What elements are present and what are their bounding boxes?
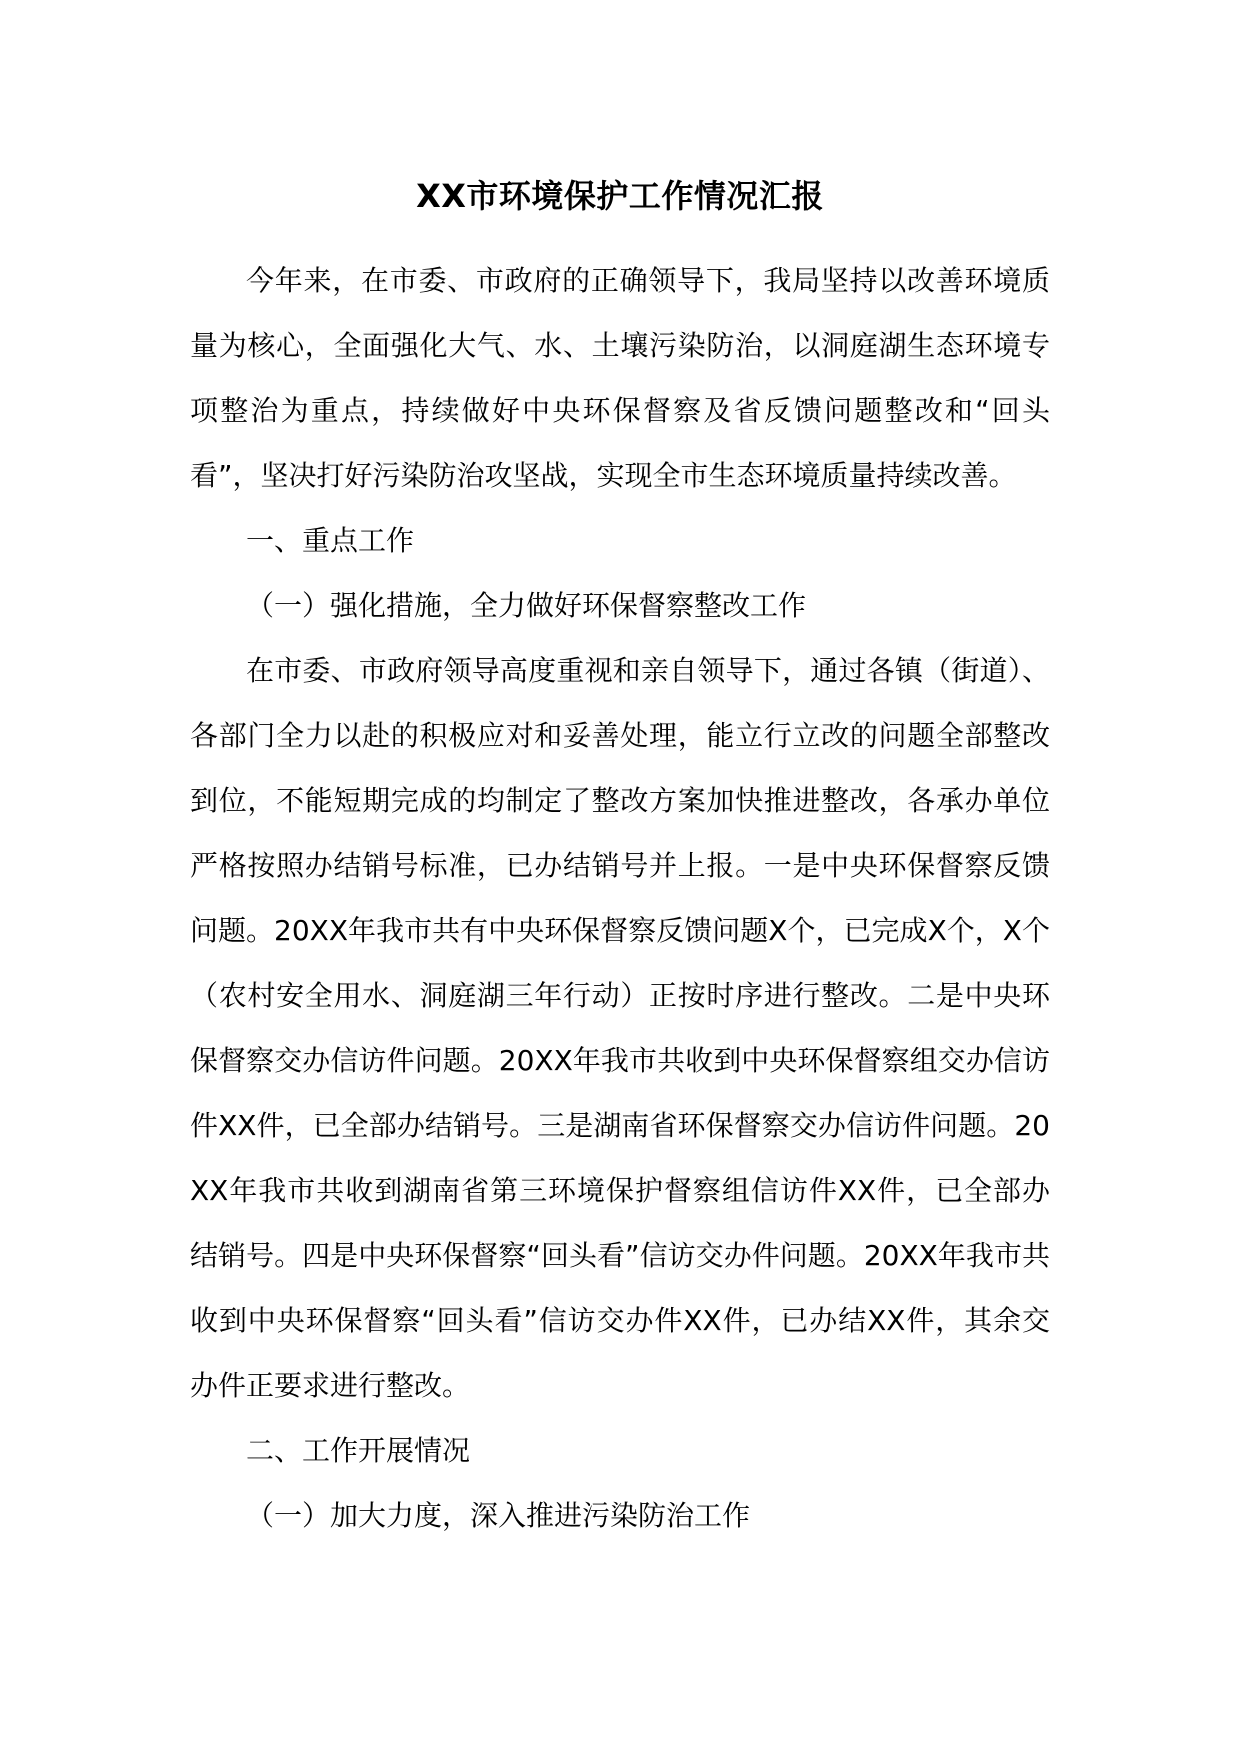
rectification-paragraph: 在市委、市政府领导高度重视和亲自领导下，通过各镇（街道）、各部门全力以赴的积极应对和妥善处理，能立行立改的问题全部整改到位，不能短期完成的均制定了整改方案加快推进整改，各承办单位严格按照办结销号标准，已办结销号并上报。一是中央环保督察反馈问题。20XX年我市共有中央环保督察反馈问题X个，已完成X个，X个（农村安全用水、洞庭湖三年行动）正按时序进行整改。二是中央环保督察交办信访件问题。20XX年我市共收到中央环保督察组交办信访件XX件，已全部办结销号。三是湖南省环保督察交办信访件问题。20XX年我市共收到湖南省第三环境保护督察组信访件XX件，已全部办结销号。四是中央环保督察“回头看”信访交办件问题。20XX年我市共收到中央环保督察“回头看”信访交办件XX件，已办结XX件，其余交办件正要求进行整改。: [190, 654, 1050, 1402]
document-title: XX市环境保护工作情况汇报: [416, 177, 824, 215]
section-heading-key-work: 一、重点工作: [246, 524, 415, 557]
section-heading-work-progress: 二、工作开展情况: [246, 1434, 471, 1467]
subsection-heading-rectification: （一）强化措施，全力做好环保督察整改工作: [246, 589, 807, 622]
intro-paragraph: 今年来，在市委、市政府的正确领导下，我局坚持以改善环境质量为核心，全面强化大气、水、土壤污染防治，以洞庭湖生态环境专项整治为重点，持续做好中央环保督察及省反馈问题整改和“回头看”，坚决打好污染防治攻坚战，实现全市生态环境质量持续改善。: [190, 264, 1050, 492]
subsection-heading-pollution-control: （一）加大力度，深入推进污染防治工作: [246, 1499, 751, 1532]
